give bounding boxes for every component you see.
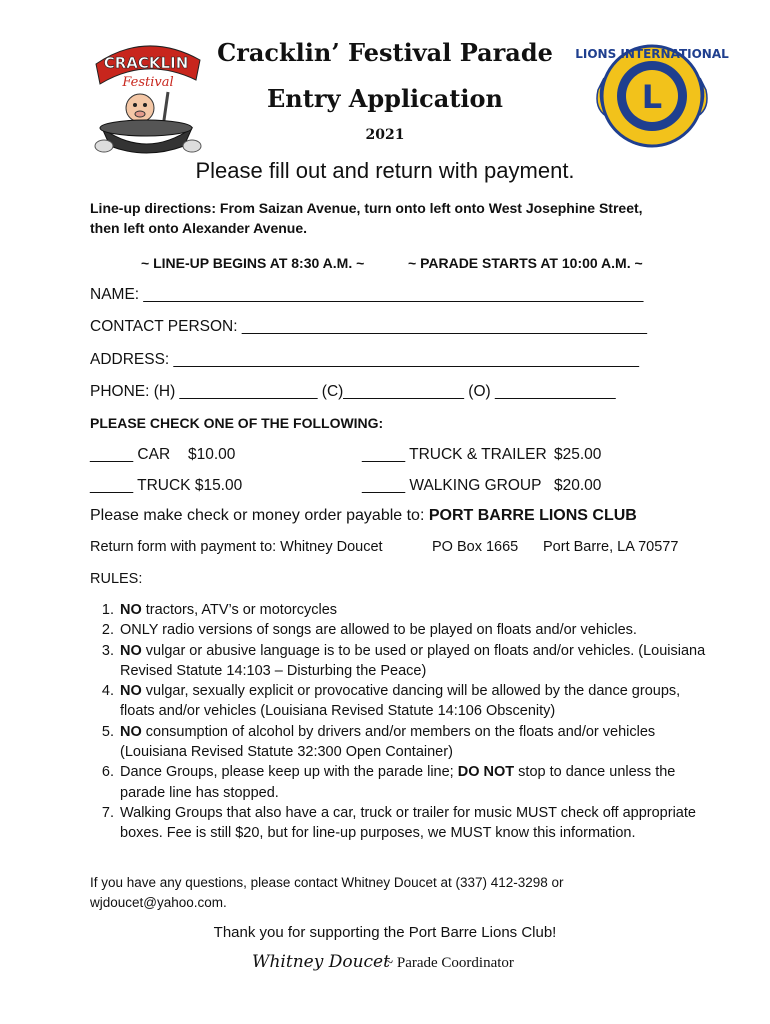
svg-text:Festival: Festival — [122, 75, 174, 90]
option-truck[interactable]: _____ TRUCK $15.00 — [90, 477, 243, 494]
option-truck-trailer[interactable]: _____ TRUCK & TRAILER — [362, 446, 547, 463]
option-car[interactable]: _____ CAR — [90, 446, 171, 463]
page-title: Cracklin’ Festival Parade — [217, 38, 553, 67]
rule-item: 3. NO vulgar or abusive language is to be used or played on floats and/or vehicles. (Louisiana Revised Statute 14:103 – Disturbing the Peace) — [118, 641, 718, 682]
directions-line-2: then left onto Alexander Avenue. — [90, 220, 308, 236]
phone-field[interactable]: PHONE: (H) ________________ (C)______________ (O) ______________ — [90, 383, 616, 400]
payable-to: PORT BARRE LIONS CLUB — [428, 507, 637, 524]
rule-item: 5. NO consumption of alcohol by drivers and/or members on the floats and/or vehicles (Louisiana Revised Statute 32:300 Open Container) — [118, 722, 718, 763]
rule-item: 2. ONLY radio versions of songs are allowed to be played on floats and/or vehicles. — [118, 620, 718, 640]
name-field[interactable]: NAME: __________________________________________________________ — [90, 286, 644, 303]
svg-text:CRACKLIN: CRACKLIN — [103, 54, 189, 72]
rule-item: 6. Dance Groups, please keep up with the parade line; DO NOT stop to dance unless the parade line has stopped. — [118, 762, 718, 803]
page-subtitle: Entry Application — [266, 84, 503, 113]
svg-text:LIONS INTERNATIONAL: LIONS INTERNATIONAL — [575, 47, 729, 61]
questions-line-1: If you have any questions, please contact Whitney Doucet at (337) 412-3298 or — [90, 875, 564, 890]
year-label: 2021 — [365, 127, 405, 143]
city-state-zip: Port Barre, LA 70577 — [543, 539, 679, 555]
rules-list — [90, 600, 718, 844]
options-heading: PLEASE CHECK ONE OF THE FOLLOWING: — [90, 415, 384, 431]
rule-item: 1. NO tractors, ATV’s or motorcycles — [118, 600, 718, 620]
lions-international-logo — [575, 38, 729, 154]
thank-you-message: Thank you for supporting the Port Barre Lions Club! — [213, 924, 557, 941]
directions-line-1: Line-up directions: From Saizan Avenue, turn onto left onto West Josephine Street, — [90, 200, 643, 216]
contact-person-field[interactable]: CONTACT PERSON: _______________________________________________ — [90, 318, 648, 335]
rule-item: 4. NO vulgar, sexually explicit or provocative dancing will be allowed by the dance groups, floats and/or vehicles (Louisiana Revised Statute 14:106 Obscenity) — [118, 681, 718, 722]
option-car-price: $10.00 — [188, 446, 236, 463]
po-box: PO Box 1665 — [432, 539, 519, 555]
option-walking-group-price: $20.00 — [554, 477, 602, 494]
payable-prefix: Please make check or money order payable to: — [90, 507, 429, 524]
payable-line — [90, 507, 637, 525]
option-walking-group[interactable]: _____ WALKING GROUP — [362, 477, 542, 494]
svg-text:L: L — [641, 78, 663, 116]
return-to-label: Return form with payment to: Whitney Doucet — [90, 539, 383, 555]
coordinator-signature: Whitney Doucet — [252, 952, 390, 972]
instructions-heading: Please fill out and return with payment. — [195, 158, 575, 183]
questions-email[interactable]: wjdoucet@yahoo.com. — [90, 895, 227, 910]
coordinator-role: ~ Parade Coordinator — [385, 955, 514, 971]
rules-heading: RULES: — [90, 571, 143, 587]
rule-item: 7. Walking Groups that also have a car, truck or trailer for music MUST check off appropriate boxes. Fee is still $20, but for line-up purposes, we MUST know this information. — [118, 803, 718, 844]
parade-time: ~ PARADE STARTS AT 10:00 A.M. ~ — [408, 255, 643, 271]
address-field[interactable]: ADDRESS: ______________________________________________________ — [90, 351, 640, 368]
lineup-time: ~ LINE-UP BEGINS AT 8:30 A.M. ~ — [141, 255, 365, 271]
option-truck-trailer-price: $25.00 — [554, 446, 602, 463]
